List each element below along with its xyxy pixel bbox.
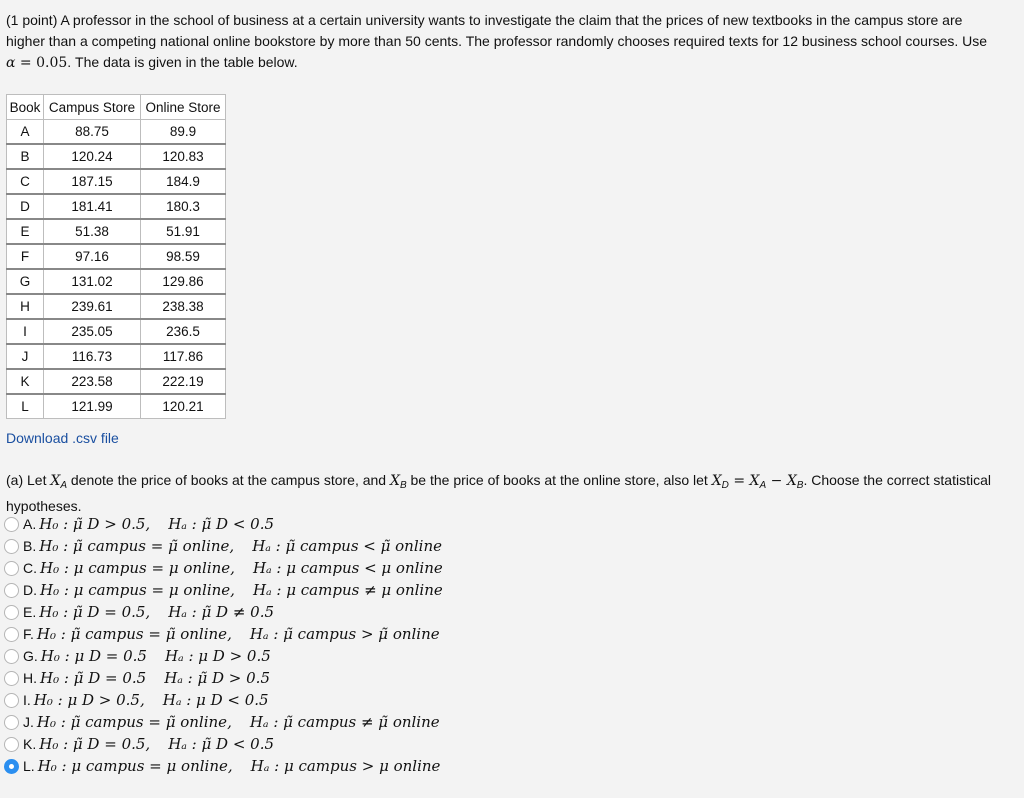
table-row <box>7 144 226 169</box>
radio-button[interactable] <box>4 539 19 554</box>
option-g[interactable] <box>4 645 443 667</box>
eq-mid: = X <box>728 473 760 489</box>
cell-campus: 187.15 <box>44 169 141 194</box>
part-a-text: (a) Let <box>6 472 51 488</box>
problem-text: (1 point) A professor in the school of business at a certain university wants to investigate the claim that the prices of new textbooks in the campus store are higher than a competing national online bookstore by more than 50 cents. The professor randomly chooses required texts for 12 business school courses. Use <box>6 12 988 49</box>
null-hypothesis: H₀ : μ campus = μ online, <box>37 757 233 775</box>
var-xa: X <box>50 473 61 489</box>
table-row <box>7 169 226 194</box>
cell-online: 98.59 <box>141 244 226 269</box>
radio-button[interactable] <box>4 561 19 576</box>
option-d[interactable] <box>4 579 443 601</box>
cell-campus: 239.61 <box>44 294 141 319</box>
table-row <box>7 120 226 145</box>
null-hypothesis: H₀ : μ̃ D = 0.5, <box>39 735 151 753</box>
cell-book: C <box>7 169 44 194</box>
table-row <box>7 244 226 269</box>
cell-campus: 51.38 <box>44 219 141 244</box>
option-label: H. <box>23 670 37 686</box>
option-label: B. <box>23 538 37 554</box>
null-hypothesis: H₀ : μ̃ campus = μ̃ online, <box>39 537 235 555</box>
radio-button[interactable] <box>4 649 19 664</box>
option-a[interactable] <box>4 513 443 535</box>
option-label: L. <box>23 758 35 774</box>
hypothesis-options <box>4 513 443 777</box>
null-hypothesis: H₀ : μ D = 0.5 <box>40 647 147 665</box>
cell-book: J <box>7 344 44 369</box>
part-a-text: denote the price of books at the campus store, and <box>67 472 390 488</box>
null-hypothesis: H₀ : μ̃ D > 0.5, <box>39 515 151 533</box>
var-xd: X <box>711 473 722 489</box>
null-hypothesis: H₀ : μ̃ campus = μ̃ online, <box>36 625 232 643</box>
option-label: J. <box>23 714 34 730</box>
alternative-hypothesis: Hₐ : μ campus < μ online <box>252 559 443 577</box>
null-hypothesis: H₀ : μ campus = μ online, <box>40 559 235 577</box>
table-row <box>7 269 226 294</box>
header-campus-store: Campus Store <box>44 95 141 120</box>
option-c[interactable] <box>4 557 443 579</box>
cell-campus: 88.75 <box>44 120 141 145</box>
option-j[interactable] <box>4 711 443 733</box>
alpha-value: 0.05 <box>36 55 68 71</box>
cell-online: 117.86 <box>141 344 226 369</box>
alternative-hypothesis: Hₐ : μ̃ campus > μ̃ online <box>249 625 440 643</box>
download-csv-link[interactable]: Download .csv file <box>6 430 119 446</box>
null-hypothesis: H₀ : μ̃ D = 0.5 <box>40 669 147 687</box>
cell-campus: 97.16 <box>44 244 141 269</box>
cell-online: 222.19 <box>141 369 226 394</box>
table-row <box>7 219 226 244</box>
cell-online: 120.21 <box>141 394 226 419</box>
cell-book: K <box>7 369 44 394</box>
alternative-hypothesis: Hₐ : μ campus > μ online <box>250 757 441 775</box>
cell-book: H <box>7 294 44 319</box>
option-h[interactable] <box>4 667 443 689</box>
option-k[interactable] <box>4 733 443 755</box>
option-label: D. <box>23 582 37 598</box>
var-xb-sub: B <box>399 480 407 491</box>
radio-button[interactable] <box>4 605 19 620</box>
table-row <box>7 319 226 344</box>
radio-button[interactable] <box>4 517 19 532</box>
part-a-text: be the price of books at the online store, also let <box>406 472 712 488</box>
cell-online: 238.38 <box>141 294 226 319</box>
option-label: I. <box>23 692 31 708</box>
cell-campus: 120.24 <box>44 144 141 169</box>
radio-button[interactable] <box>4 759 19 774</box>
cell-campus: 121.99 <box>44 394 141 419</box>
alternative-hypothesis: Hₐ : μ̃ campus ≠ μ̃ online <box>249 713 440 731</box>
table-row <box>7 294 226 319</box>
cell-book: F <box>7 244 44 269</box>
question-container <box>6 10 996 74</box>
null-hypothesis: H₀ : μ̃ campus = μ̃ online, <box>36 713 232 731</box>
option-label: G. <box>23 648 38 664</box>
eq-minus: − X <box>766 473 797 489</box>
part-a-prompt <box>6 470 996 517</box>
var-xd-sub: D <box>721 480 729 491</box>
option-b[interactable] <box>4 535 443 557</box>
alternative-hypothesis: Hₐ : μ̃ D ≠ 0.5 <box>168 603 275 621</box>
radio-button[interactable] <box>4 627 19 642</box>
radio-button[interactable] <box>4 693 19 708</box>
cell-online: 180.3 <box>141 194 226 219</box>
cell-campus: 131.02 <box>44 269 141 294</box>
eq-sub-b: B <box>796 480 804 491</box>
option-label: C. <box>23 560 37 576</box>
option-label: E. <box>23 604 37 620</box>
alternative-hypothesis: Hₐ : μ̃ D < 0.5 <box>168 735 275 753</box>
option-label: K. <box>23 736 37 752</box>
alternative-hypothesis: Hₐ : μ D < 0.5 <box>162 691 269 709</box>
eq-sub-a: A <box>759 480 767 491</box>
cell-online: 236.5 <box>141 319 226 344</box>
alternative-hypothesis: Hₐ : μ̃ D > 0.5 <box>164 669 270 687</box>
cell-campus: 235.05 <box>44 319 141 344</box>
option-label: A. <box>23 516 37 532</box>
cell-book: I <box>7 319 44 344</box>
cell-campus: 181.41 <box>44 194 141 219</box>
cell-book: L <box>7 394 44 419</box>
var-xa-sub: A <box>60 480 67 491</box>
alternative-hypothesis: Hₐ : μ̃ D < 0.5 <box>168 515 275 533</box>
cell-book: D <box>7 194 44 219</box>
cell-online: 184.9 <box>141 169 226 194</box>
cell-book: E <box>7 219 44 244</box>
option-e[interactable] <box>4 601 443 623</box>
cell-campus: 116.73 <box>44 344 141 369</box>
table-row <box>7 369 226 394</box>
var-xb: X <box>389 473 400 489</box>
option-f[interactable] <box>4 623 443 645</box>
header-book: Book <box>7 95 44 120</box>
cell-book: A <box>7 120 44 145</box>
null-hypothesis: H₀ : μ D > 0.5, <box>33 691 145 709</box>
part-a-text: . Choose the correct statistical hypotheses. <box>6 472 991 514</box>
data-table <box>6 94 226 419</box>
cell-book: B <box>7 144 44 169</box>
table-row <box>7 394 226 419</box>
table-row <box>7 194 226 219</box>
table-header-row <box>7 95 226 120</box>
alternative-hypothesis: Hₐ : μ campus ≠ μ online <box>252 581 443 599</box>
radio-button[interactable] <box>4 671 19 686</box>
null-hypothesis: H₀ : μ̃ D = 0.5, <box>39 603 151 621</box>
cell-online: 129.86 <box>141 269 226 294</box>
radio-button[interactable] <box>4 737 19 752</box>
null-hypothesis: H₀ : μ campus = μ online, <box>40 581 235 599</box>
cell-book: G <box>7 269 44 294</box>
table-row <box>7 344 226 369</box>
alpha-equals: = <box>15 55 37 71</box>
option-label: F. <box>23 626 34 642</box>
radio-button[interactable] <box>4 715 19 730</box>
option-l[interactable] <box>4 755 443 777</box>
header-online-store: Online Store <box>141 95 226 120</box>
radio-button[interactable] <box>4 583 19 598</box>
cell-campus: 223.58 <box>44 369 141 394</box>
problem-statement <box>6 10 996 74</box>
option-i[interactable] <box>4 689 443 711</box>
cell-online: 51.91 <box>141 219 226 244</box>
alternative-hypothesis: Hₐ : μ D > 0.5 <box>164 647 271 665</box>
problem-text-end: . The data is given in the table below. <box>67 54 298 70</box>
alpha-symbol: α <box>6 55 16 71</box>
cell-online: 120.83 <box>141 144 226 169</box>
alternative-hypothesis: Hₐ : μ̃ campus < μ̃ online <box>252 537 442 555</box>
cell-online: 89.9 <box>141 120 226 145</box>
